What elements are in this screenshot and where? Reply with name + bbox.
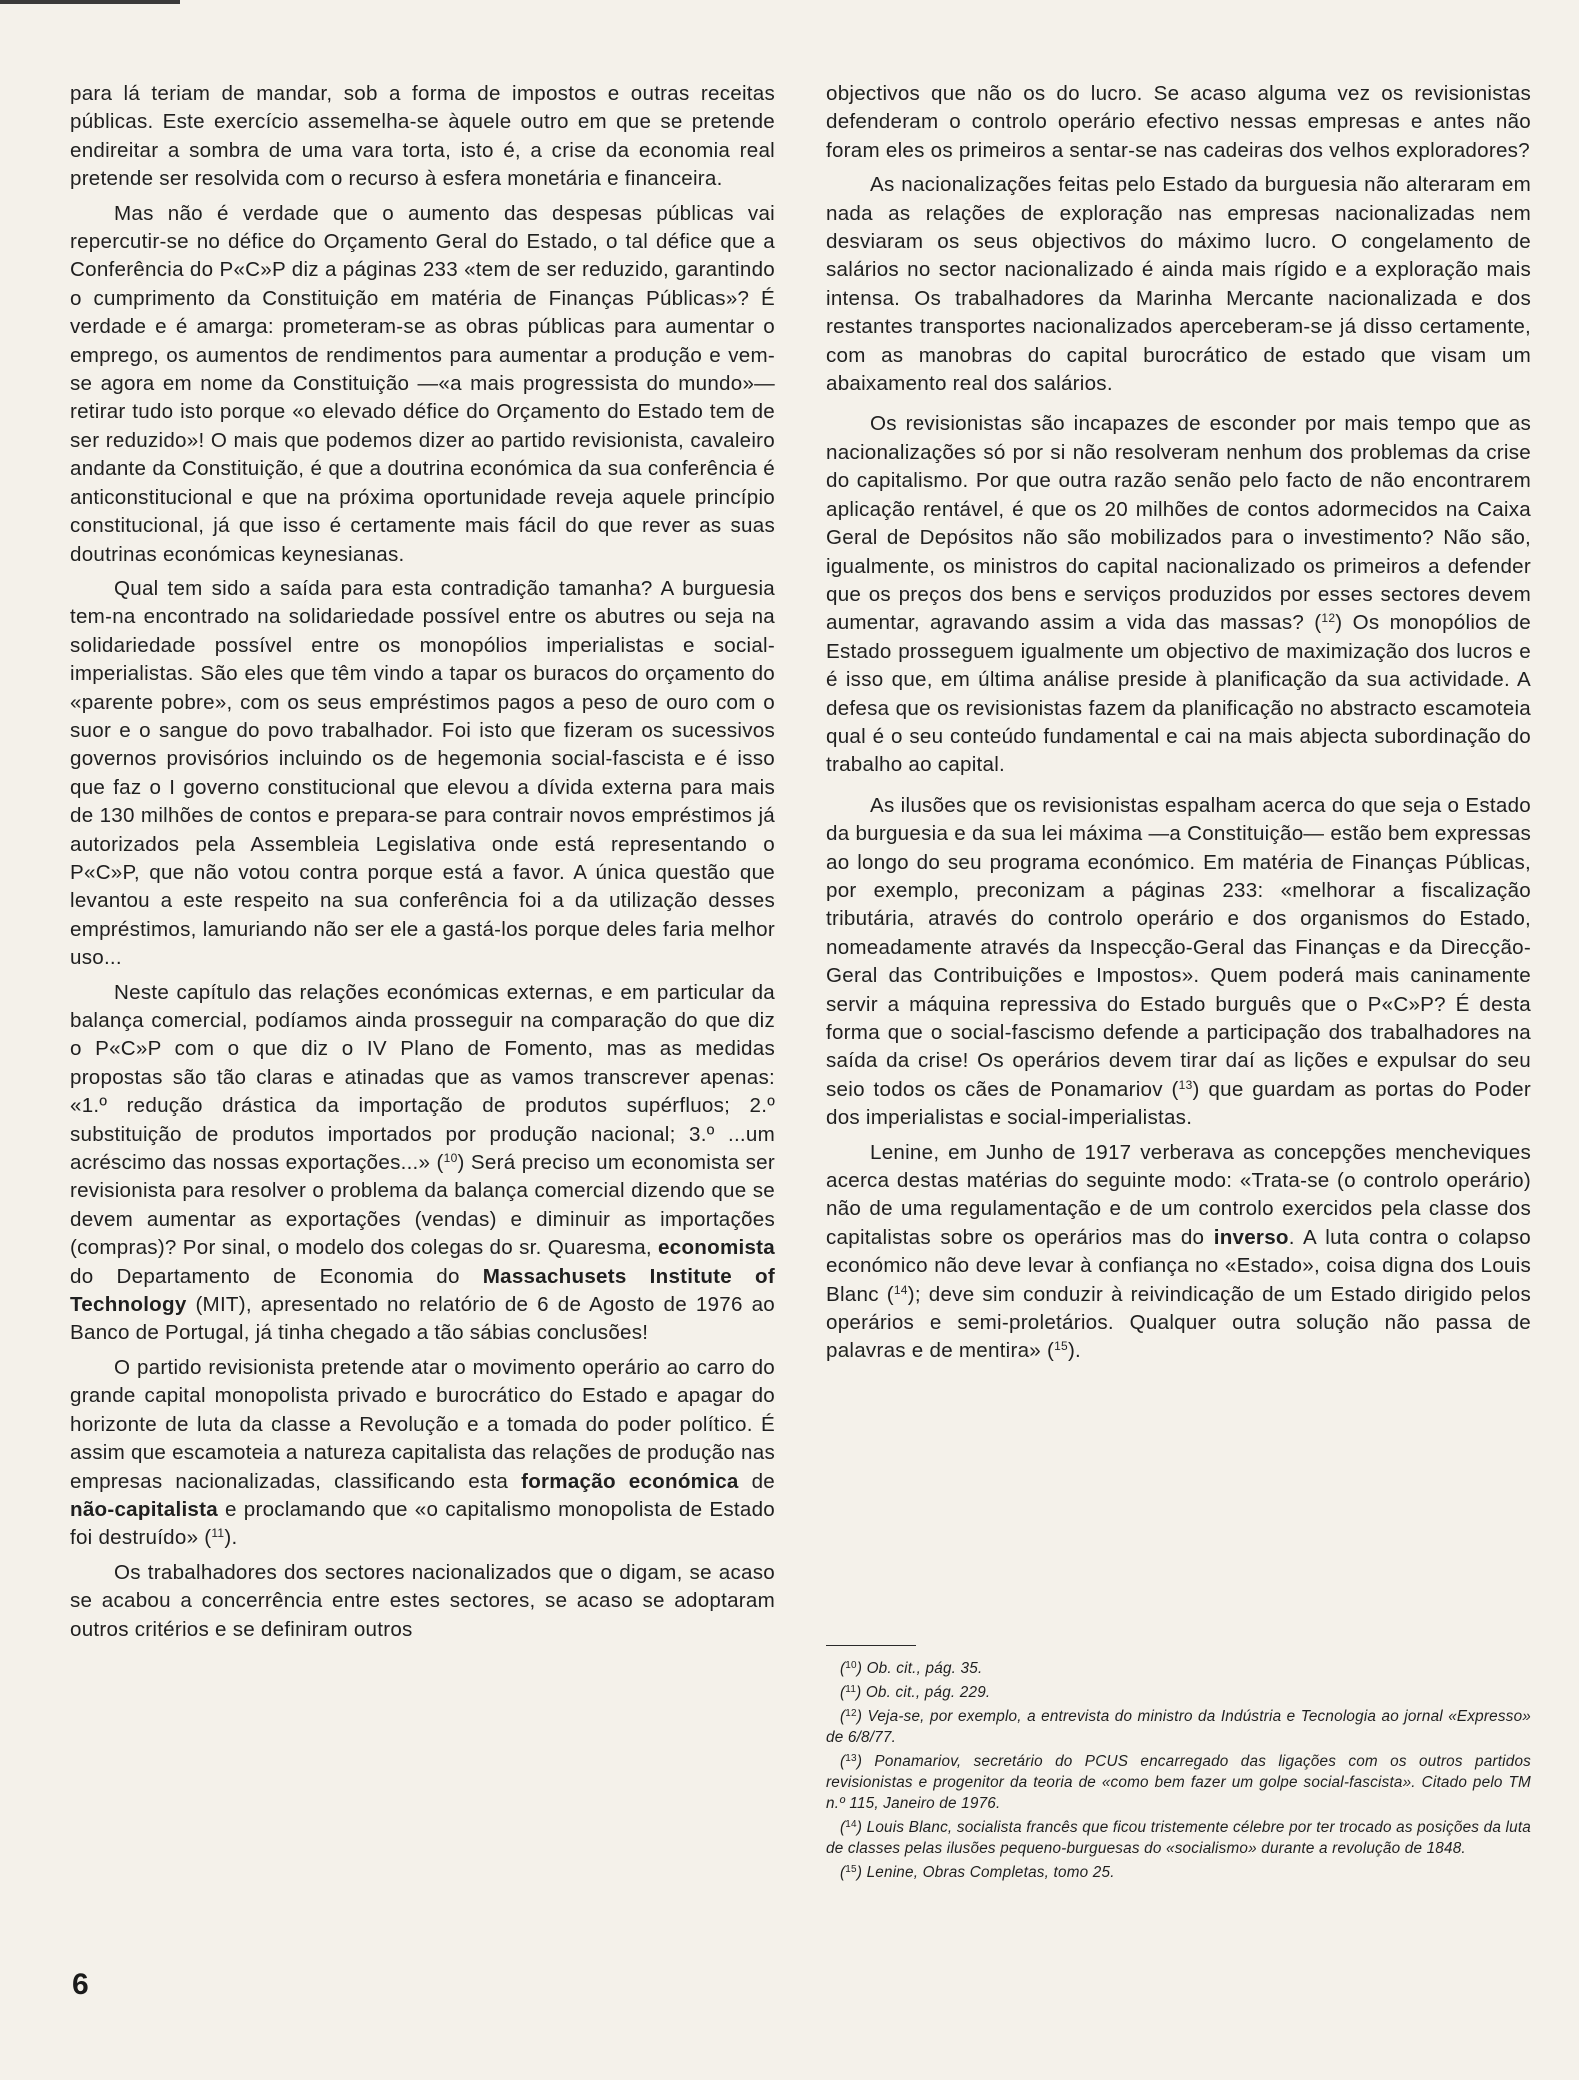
text-run: ). (224, 1526, 238, 1550)
paragraph-l3: Qual tem sido a saída para esta contradição tamanha? A burguesia tem-na encontrado na solidariedade possível entre os abutres ou seja na solidariedade possível entre os monopólios imperialistas e social-imperialistas. São eles que têm vindo a tapar os buracos do orçamento do «parente pobre», com os seus empréstimos pagos a peso de ouro com o suor e o sangue do povo trabalhador. Foi isto que fizeram os sucessivos governos provisórios incluindo os de hegemonia social-fascista e é isso que faz o I governo constitucional que elevou a dívida externa para mais de 130 milhões de contos e prepara-se para contrair novos empréstimos já autorizados pela Assembleia Legislativa onde está representando o P«C»P, que não votou contra porque está a favor. A única questão que levantou a este respeito na sua conferência foi a da utilização desses empréstimos, lamuriando não ser ele a gastá-los porque deles faria melhor uso... (70, 576, 775, 970)
footnote-text: Ob. cit., pág. 35. (866, 1660, 983, 1677)
footnote-ref: 13 (1178, 1077, 1193, 1092)
text-run: e proclamando que «o capitalismo monopolista de Estado foi destruído» ( (70, 1497, 775, 1550)
paragraph-r2: As nacionalizações feitas pelo Estado da burguesia não alteraram em nada as relações de exploração nas empresas nacionalizadas nem desviaram os seus objectivos do máximo lucro. O congelamento de salários no sector nacionalizado é ainda mais rígido e a exploração mais intensa. Os trabalhadores da Marinha Mercante nacionalizada e dos restantes transportes nacionalizados aperceberam-se já disso certamente, com as manobras do capital burocrático de estado que visam um abaixamento real dos salários. (826, 173, 1531, 396)
footnote-ref: 15 (1054, 1339, 1068, 1354)
footnote-15: ($^{15}$) Lenine, Obras Completas, tomo 25. (840, 1864, 1115, 1881)
paragraph-l6: Os trabalhadores dos sectores nacionalizados que o digam, se acaso se acabou a concerrência entre estes sectores, se acaso se adoptaram outros critérios e se definiram outros (70, 1560, 775, 1641)
text-run: ) Será preciso um economista ser revisionista para resolver o problema da balança comercial dizendo que se devem aumentar as exportações (vendas) e diminuir as importações (compras)? Por sinal, o modelo dos colegas do sr. Quaresma, (70, 1151, 775, 1260)
text-run: ). (1067, 1339, 1082, 1363)
text-run: ); deve sim conduzir à reivindicação de um Estado dirigido pelos operários e semi-proletários. Qualquer outra solução não passa de palavras e de mentira» ( (826, 1282, 1531, 1363)
footnote-14: ($^{14}$) Louis Blanc, socialista francês que ficou tristemente célebre por ter trocado as posições da luta de classes pelas ilusões pequeno-burguesas do «socialismo» durante a revolução de 1848. (826, 1819, 1531, 1857)
paragraph-r3 (826, 410, 1531, 779)
text-run: Lenine, em Junho de 1917 verberava as concepções mencheviques acerca destas matérias do seguinte modo: «Trata-se (o controlo operário) não de uma regulamentação e de um controlo exercidos pela classe dos capitalistas sobre os operários mas do (826, 1140, 1531, 1249)
footnote-ref: 11 (211, 1526, 225, 1541)
footnotes (826, 1645, 1531, 1886)
footnote-10: ($^{10}$) Ob. cit., pág. 35. (840, 1660, 983, 1677)
text-run: do Departamento de Economia do (70, 1264, 483, 1288)
footnote-number: 14 (845, 1819, 857, 1830)
text-run: Os revisionistas são incapazes de esconder por mais tempo que as nacionalizações só por si não resolveram nenhum dos problemas da crise do capitalismo. Por que outra razão senão pelo facto de não encontrarem aplicação rentável, é que os 20 milhões de contos adormecidos na Caixa Geral de Depósitos não são mobilizados para o investimento? Não são, igualmente, os ministros do capital nacionalizado os primeiros a defender que os preços dos bens e serviços produzidos por esses sectores devem aumentar, agravando assim a vida das massas? ( (826, 412, 1531, 635)
footnote-13: ($^{13}$) Ponamariov, secretário do PCUS encarregado das ligações com os outros partidos revisionistas e progenitor da teoria de «como bem fazer um golpe social-fascista». Citado pelo TM n.º 115, Janeiro de 1976. (826, 1753, 1532, 1812)
footnote-ref: 14 (893, 1282, 908, 1297)
paragraph-l1: para lá teriam de mandar, sob a forma de impostos e outras receitas públicas. Este exercício assemelha-se àquele outro em que se pretende endireitar a sombra de uma vara torta, isto é, a crise da economia real pretende ser resolvida com o recurso à esfera monetária e financeira. (70, 82, 775, 191)
footnote-text: Ob. cit., pág. 229. (865, 1684, 991, 1701)
left-column (70, 80, 775, 1650)
top-rule (0, 0, 180, 4)
paragraph-r4 (826, 792, 1531, 1133)
bold-run: Massachusets Institute of Technology (70, 1264, 775, 1317)
footnote-number: 15 (845, 1864, 857, 1875)
page-number: 6 (72, 1968, 89, 2001)
footnote-text: Ponamariov, secretário do PCUS encarregado das ligações com os outros partidos revisionistas e progenitor da teoria de «como bem fazer um golpe social-fascista». Citado pelo TM n.º 115, Janeiro de 1976. (826, 1753, 1532, 1812)
footnote-number: 13 (845, 1753, 857, 1764)
paragraph-l2: Mas não é verdade que o aumento das despesas públicas vai repercutir-se no défice do Orçamento Geral do Estado, o tal défice que a Conferência do P«C»P diz a páginas 233 «tem de ser reduzido, garantindo o cumprimento da Constituição em matéria de Finanças Públicas»? É verdade e é amarga: prometeram-se as obras públicas para aumentar o emprego, os aumentos de rendimentos para aumentar a produção e vem-se agora em nome da Constituição —«a mais progressista do mundo»— retirar tudo isto porque «o elevado défice do Orçamento do Estado tem de ser reduzido»! O mais que podemos dizer ao partido revisionista, cavaleiro andante da Constituição, é que a doutrina económica da sua conferência é anticonstitucional e que na próxima oportunidade reveja aquele princípio constitucional, já que isso é certamente mais fácil do que rever as suas doutrinas económicas keynesianas. (70, 201, 775, 566)
paragraph-r5 (826, 1139, 1531, 1366)
text-run: As ilusões que os revisionistas espalham acerca do que seja o Estado da burguesia e da sua lei máxima —a Constituição— estão bem expressas ao longo do seu programa económico. Em matéria de Finanças Públicas, por exemplo, preconizam a páginas 233: «melhorar a fiscalização tributária, através do controlo operário e dos organismos do Estado, nomeadamente através da Inspecção-Geral das Finanças e da Direcção-Geral das Contribuições e Impostos». Quem poderá mais caninamente servir a máquina repressiva do Estado burguês que o P«C»P? É desta forma que o social-fascismo defende a participação dos trabalhadores na saída da crise! Os operários devem tirar daí as lições e expulsar do seu seio todos os cães de Ponamariov ( (826, 793, 1531, 1101)
bold-run: formação económica (521, 1469, 739, 1493)
text-run: ) Os monopólios de Estado prosseguem igualmente um objectivo de maximização dos lucros e é isso que, em última análise preside à planificação da sua actividade. A defesa que os revisionistas fazem da planificação no abstracto escamoteia qual é o seu conteúdo fundamental e cai na mais abjecta subordinação do trabalho ao capital. (826, 611, 1531, 777)
bold-run: não-capitalista (70, 1497, 218, 1521)
footnote-number: 11 (845, 1684, 857, 1695)
footnote-rule (826, 1645, 916, 1646)
text-run: O partido revisionista pretende atar o movimento operário ao carro do grande capital monopolista privado e burocrático do Estado e apagar do horizonte de luta da classe a Revolução e a tomada do poder político. É assim que escamoteia a natureza capitalista das relações de produção nas empresas nacionalizadas, classificando esta (70, 1355, 775, 1493)
footnote-text: Veja-se, por exemplo, a entrevista do ministro da Indústria e Tecnologia ao jornal «Expresso» de 6/8/77. (826, 1708, 1531, 1746)
footnote-number: 10 (845, 1660, 857, 1671)
paragraph-l5 (70, 1354, 775, 1553)
paragraph-r1: objectivos que não os do lucro. Se acaso alguma vez os revisionistas defenderam o controlo operário efectivo nessas empresas e antes não foram eles os primeiros a sentar-se nas cadeiras dos velhos exploradores? (826, 82, 1531, 162)
text-run: Neste capítulo das relações económicas externas, e em particular da balança comercial, podíamos ainda prosseguir na comparação do que diz o P«C»P com o que diz o IV Plano de Fomento, mas as medidas propostas são tão claras e atinadas que as vamos transcrever apenas: «1.º redução drástica da importação de produtos supérfluos; 2.º substituição de produtos importados por produção nacional; 3.º ...um acréscimo das nossas exportações...» ( (70, 980, 775, 1175)
footnote-11: ($^{11}$) Ob. cit., pág. 229. (840, 1684, 991, 1701)
bold-run: economista (658, 1236, 775, 1260)
bold-run: inverso (1213, 1225, 1289, 1249)
footnote-text: Lenine, Obras Completas, tomo 25. (866, 1864, 1115, 1881)
text-run: ) que guardam as portas do Poder dos imperialistas e social-imperialistas. (826, 1077, 1531, 1130)
right-column (826, 80, 1531, 1372)
footnote-number: 12 (845, 1708, 857, 1719)
footnote-ref: 10 (443, 1151, 458, 1166)
footnote-text: Louis Blanc, socialista francês que ficou tristemente célebre por ter trocado as posições da luta de classes pelas ilusões pequeno-burguesas do «socialismo» durante a revolução de 1848. (826, 1819, 1531, 1857)
text-run: de (738, 1469, 775, 1493)
text-run: . A luta contra o colapso económico não deve levar à confiança no «Estado», coisa digna dos Louis Blanc ( (826, 1225, 1532, 1306)
text-run: (MIT), apresentado no relatório de 6 de Agosto de 1976 ao Banco de Portugal, já tinha chegado a tão sábias conclusões! (70, 1293, 775, 1345)
paragraph-l4 (70, 979, 775, 1348)
footnote-12: ($^{12}$) Veja-se, por exemplo, a entrevista do ministro da Indústria e Tecnologia ao jornal «Expresso» de 6/8/77. (826, 1708, 1531, 1746)
footnote-ref: 12 (1321, 611, 1336, 626)
